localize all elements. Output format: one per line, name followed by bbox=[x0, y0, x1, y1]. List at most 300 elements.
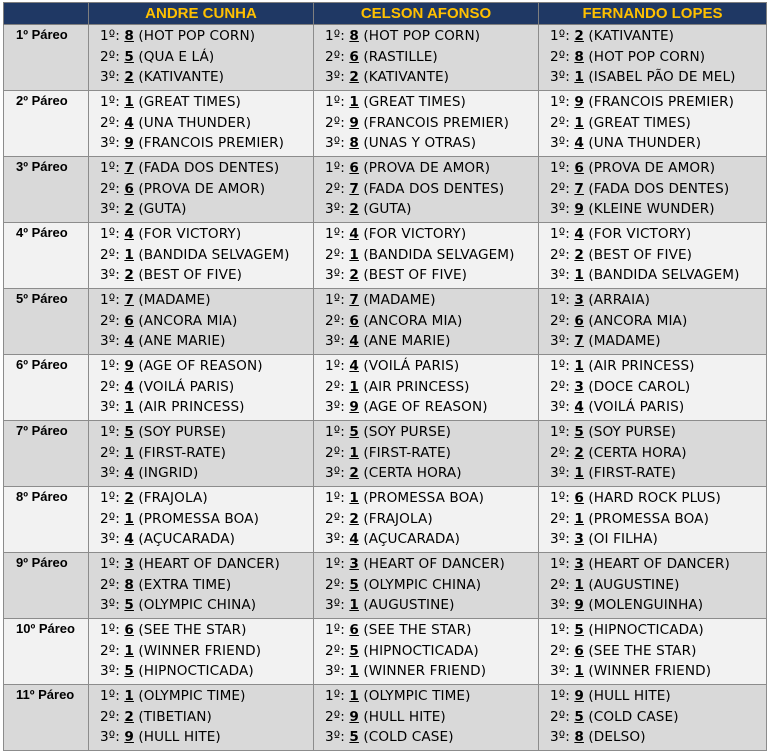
position-label: 1º: bbox=[325, 556, 350, 572]
horse-name: (AÇUCARADA) bbox=[133, 531, 236, 548]
position-label: 3º: bbox=[550, 333, 575, 350]
position-label: 2º: bbox=[550, 642, 575, 659]
horse-name: (MADAME) bbox=[358, 292, 436, 308]
race-label: 3º Páreo bbox=[4, 157, 89, 223]
horse-name: (FIRST-RATE) bbox=[133, 444, 227, 461]
pick-line bbox=[100, 488, 313, 509]
position-label: 1º: bbox=[325, 94, 350, 110]
horse-name: (HULL HITE) bbox=[133, 729, 221, 746]
pick-line bbox=[550, 290, 766, 311]
horse-number: 2 bbox=[124, 267, 134, 284]
horse-name: (FIRST-RATE) bbox=[358, 444, 452, 461]
race-label: 4º Páreo bbox=[4, 223, 89, 289]
pick-line bbox=[550, 26, 766, 47]
position-label: 2º: bbox=[550, 576, 575, 593]
horse-number: 1 bbox=[349, 378, 359, 395]
pick-line bbox=[325, 509, 538, 530]
position-label: 2º: bbox=[550, 510, 575, 527]
horse-name: (ANE MARIE) bbox=[133, 333, 226, 350]
position-label: 1º: bbox=[100, 358, 125, 374]
pick-line bbox=[100, 443, 313, 464]
pick-line bbox=[550, 397, 766, 418]
horse-number: 6 bbox=[349, 312, 359, 329]
picks-fernando-lopes bbox=[539, 25, 767, 91]
horse-name: (HULL HITE) bbox=[583, 688, 671, 704]
horse-number: 6 bbox=[574, 312, 584, 329]
horse-name: (TIBETIAN) bbox=[133, 708, 212, 725]
horse-name: (SOY PURSE) bbox=[358, 424, 452, 440]
picks-andre-cunha bbox=[89, 223, 314, 289]
position-label: 2º: bbox=[100, 312, 125, 329]
position-label: 2º: bbox=[325, 180, 350, 197]
race-row bbox=[4, 223, 767, 289]
pick-line bbox=[325, 686, 538, 707]
race-row bbox=[4, 25, 767, 91]
horse-number: 1 bbox=[124, 246, 134, 263]
horse-number: 3 bbox=[574, 556, 584, 572]
pick-line bbox=[550, 707, 766, 728]
picks-celson-afonso bbox=[314, 619, 539, 685]
position-label: 1º: bbox=[100, 160, 125, 176]
horse-number: 8 bbox=[124, 28, 134, 44]
horse-number: 8 bbox=[349, 28, 359, 44]
position-label: 2º: bbox=[325, 246, 350, 263]
horse-name: (DELSO) bbox=[583, 729, 646, 746]
horse-name: (AÇUCARADA) bbox=[358, 531, 461, 548]
race-row bbox=[4, 157, 767, 223]
position-label: 2º: bbox=[550, 312, 575, 329]
horse-number: 5 bbox=[349, 729, 359, 746]
position-label: 1º: bbox=[550, 226, 575, 242]
position-label: 2º: bbox=[100, 510, 125, 527]
pick-line bbox=[100, 595, 313, 616]
pick-line bbox=[100, 377, 313, 398]
horse-number: 1 bbox=[349, 663, 359, 680]
horse-name: (WINNER FRIEND) bbox=[133, 642, 262, 659]
horse-number: 7 bbox=[124, 292, 134, 308]
position-label: 1º: bbox=[550, 160, 575, 176]
pick-line bbox=[325, 113, 538, 134]
race-label: 9º Páreo bbox=[4, 553, 89, 619]
picks-andre-cunha bbox=[89, 553, 314, 619]
horse-number: 5 bbox=[124, 597, 134, 614]
horse-number: 4 bbox=[349, 358, 359, 374]
position-label: 2º: bbox=[325, 708, 350, 725]
horse-name: (HIPNOCTICADA) bbox=[583, 622, 704, 638]
horse-number: 6 bbox=[124, 622, 134, 638]
horse-number: 2 bbox=[574, 246, 584, 263]
horse-name: (SEE THE STAR) bbox=[133, 622, 247, 638]
horse-number: 5 bbox=[124, 663, 134, 680]
horse-name: (UNA THUNDER) bbox=[583, 135, 702, 152]
pick-line bbox=[550, 224, 766, 245]
pick-line bbox=[100, 575, 313, 596]
position-label: 2º: bbox=[100, 708, 125, 725]
horse-number: 2 bbox=[124, 708, 134, 725]
pick-line bbox=[100, 224, 313, 245]
horse-name: (BANDIDA SELVAGEM) bbox=[358, 246, 515, 263]
header-celson-afonso: CELSON AFONSO bbox=[314, 3, 539, 25]
picks-fernando-lopes bbox=[539, 223, 767, 289]
position-label: 3º: bbox=[100, 69, 125, 86]
pick-line bbox=[325, 443, 538, 464]
position-label: 2º: bbox=[325, 444, 350, 461]
pick-line bbox=[325, 92, 538, 113]
position-label: 2º: bbox=[100, 180, 125, 197]
position-label: 1º: bbox=[550, 94, 575, 110]
picks-fernando-lopes bbox=[539, 487, 767, 553]
pick-line bbox=[550, 92, 766, 113]
pick-line bbox=[550, 443, 766, 464]
pick-line bbox=[100, 290, 313, 311]
picks-celson-afonso bbox=[314, 25, 539, 91]
horse-name: (FRANCOIS PREMIER) bbox=[133, 135, 285, 152]
pick-line bbox=[550, 245, 766, 266]
pick-line bbox=[325, 488, 538, 509]
pick-line bbox=[100, 26, 313, 47]
race-label: 11º Páreo bbox=[4, 685, 89, 751]
horse-number: 3 bbox=[574, 531, 584, 548]
horse-name: (BEST OF FIVE) bbox=[133, 267, 243, 284]
horse-name: (WINNER FRIEND) bbox=[358, 663, 487, 680]
position-label: 1º: bbox=[550, 556, 575, 572]
picks-andre-cunha bbox=[89, 157, 314, 223]
horse-number: 9 bbox=[349, 708, 359, 725]
horse-name: (UNA THUNDER) bbox=[133, 114, 252, 131]
horse-name: (INGRID) bbox=[133, 465, 199, 482]
horse-name: (HOT POP CORN) bbox=[358, 28, 481, 44]
horse-name: (WINNER FRIEND) bbox=[583, 663, 712, 680]
horse-name: (AIR PRINCESS) bbox=[133, 399, 245, 416]
header-fernando-lopes: FERNANDO LOPES bbox=[539, 3, 767, 25]
position-label: 1º: bbox=[550, 622, 575, 638]
picks-celson-afonso bbox=[314, 223, 539, 289]
position-label: 1º: bbox=[100, 226, 125, 242]
position-label: 3º: bbox=[325, 201, 350, 218]
position-label: 3º: bbox=[325, 465, 350, 482]
horse-number: 3 bbox=[124, 556, 134, 572]
horse-name: (SOY PURSE) bbox=[583, 424, 677, 440]
horse-name: (FADA DOS DENTES) bbox=[583, 180, 730, 197]
horse-number: 1 bbox=[349, 94, 359, 110]
horse-number: 4 bbox=[124, 531, 134, 548]
horse-number: 5 bbox=[574, 622, 584, 638]
horse-name: (AIR PRINCESS) bbox=[358, 378, 470, 395]
horse-name: (OLYMPIC CHINA) bbox=[358, 576, 482, 593]
position-label: 3º: bbox=[100, 531, 125, 548]
horse-name: (PROVA DE AMOR) bbox=[133, 180, 266, 197]
race-label: 5º Páreo bbox=[4, 289, 89, 355]
horse-name: (FRAJOLA) bbox=[358, 510, 433, 527]
pick-line bbox=[550, 179, 766, 200]
pick-line bbox=[100, 199, 313, 220]
pick-line bbox=[550, 158, 766, 179]
horse-name: (GUTA) bbox=[133, 201, 187, 218]
position-label: 1º: bbox=[100, 622, 125, 638]
pick-line bbox=[100, 707, 313, 728]
horse-number: 1 bbox=[349, 688, 359, 704]
pick-line bbox=[100, 356, 313, 377]
horse-name: (QUA E LÁ) bbox=[133, 48, 215, 65]
pick-line bbox=[550, 265, 766, 286]
position-label: 1º: bbox=[325, 28, 350, 44]
horse-name: (AIR PRINCESS) bbox=[583, 358, 695, 374]
picks-andre-cunha bbox=[89, 25, 314, 91]
position-label: 3º: bbox=[550, 465, 575, 482]
horse-name: (AUGUSTINE) bbox=[583, 576, 680, 593]
race-row bbox=[4, 487, 767, 553]
pick-line bbox=[325, 290, 538, 311]
horse-name: (KATIVANTE) bbox=[358, 69, 450, 86]
pick-line bbox=[100, 47, 313, 68]
pick-line bbox=[100, 113, 313, 134]
horse-number: 1 bbox=[124, 399, 134, 416]
position-label: 1º: bbox=[550, 292, 575, 308]
horse-name: (COLD CASE) bbox=[358, 729, 454, 746]
horse-number: 1 bbox=[349, 490, 359, 506]
pick-line bbox=[100, 397, 313, 418]
horse-name: (OLYMPIC TIME) bbox=[358, 688, 471, 704]
picks-andre-cunha bbox=[89, 487, 314, 553]
horse-name: (OLYMPIC TIME) bbox=[133, 688, 246, 704]
horse-number: 9 bbox=[574, 94, 584, 110]
horse-name: (MADAME) bbox=[583, 333, 661, 350]
pick-line bbox=[100, 265, 313, 286]
pick-line bbox=[325, 529, 538, 550]
pick-line bbox=[325, 265, 538, 286]
picks-celson-afonso bbox=[314, 487, 539, 553]
pick-line bbox=[100, 133, 313, 154]
horse-number: 5 bbox=[349, 424, 359, 440]
horse-number: 5 bbox=[124, 48, 134, 65]
position-label: 2º: bbox=[325, 48, 350, 65]
pick-line bbox=[325, 707, 538, 728]
horse-name: (VOILÁ PARIS) bbox=[583, 399, 685, 416]
horse-name: (COLD CASE) bbox=[583, 708, 679, 725]
picks-fernando-lopes bbox=[539, 289, 767, 355]
horse-number: 1 bbox=[574, 69, 584, 86]
horse-name: (ANE MARIE) bbox=[358, 333, 451, 350]
horse-name: (SOY PURSE) bbox=[133, 424, 227, 440]
picks-fernando-lopes bbox=[539, 421, 767, 487]
horse-name: (FADA DOS DENTES) bbox=[358, 180, 505, 197]
position-label: 3º: bbox=[550, 399, 575, 416]
horse-number: 1 bbox=[574, 510, 584, 527]
picks-celson-afonso bbox=[314, 553, 539, 619]
horse-number: 1 bbox=[574, 267, 584, 284]
horse-name: (PROMESSA BOA) bbox=[358, 490, 484, 506]
race-row bbox=[4, 553, 767, 619]
race-label: 6º Páreo bbox=[4, 355, 89, 421]
position-label: 2º: bbox=[100, 48, 125, 65]
position-label: 2º: bbox=[325, 312, 350, 329]
pick-line bbox=[550, 47, 766, 68]
position-label: 1º: bbox=[325, 358, 350, 374]
pick-line bbox=[550, 529, 766, 550]
horse-number: 7 bbox=[349, 180, 359, 197]
position-label: 3º: bbox=[325, 729, 350, 746]
position-label: 3º: bbox=[325, 69, 350, 86]
horse-number: 2 bbox=[574, 28, 584, 44]
horse-number: 6 bbox=[574, 490, 584, 506]
horse-name: (EXTRA TIME) bbox=[133, 576, 232, 593]
horse-number: 1 bbox=[124, 688, 134, 704]
horse-number: 1 bbox=[574, 465, 584, 482]
horse-number: 9 bbox=[349, 399, 359, 416]
horse-number: 9 bbox=[574, 201, 584, 218]
pick-line bbox=[325, 554, 538, 575]
pick-line bbox=[325, 133, 538, 154]
pick-line bbox=[325, 463, 538, 484]
horse-number: 2 bbox=[124, 201, 134, 218]
picks-fernando-lopes bbox=[539, 157, 767, 223]
position-label: 1º: bbox=[100, 556, 125, 572]
horse-name: (BANDIDA SELVAGEM) bbox=[133, 246, 290, 263]
horse-name: (KATIVANTE) bbox=[133, 69, 225, 86]
horse-name: (FADA DOS DENTES) bbox=[133, 160, 280, 176]
pick-line bbox=[100, 331, 313, 352]
horse-number: 4 bbox=[124, 465, 134, 482]
picks-celson-afonso bbox=[314, 421, 539, 487]
position-label: 2º: bbox=[100, 114, 125, 131]
horse-number: 7 bbox=[349, 292, 359, 308]
pick-line bbox=[550, 311, 766, 332]
pick-line bbox=[325, 331, 538, 352]
horse-name: (GREAT TIMES) bbox=[133, 94, 241, 110]
horse-number: 1 bbox=[124, 444, 134, 461]
horse-name: (HOT POP CORN) bbox=[133, 28, 256, 44]
position-label: 1º: bbox=[550, 490, 575, 506]
race-row bbox=[4, 685, 767, 751]
horse-name: (ISABEL PÃO DE MEL) bbox=[583, 69, 736, 86]
position-label: 3º: bbox=[325, 333, 350, 350]
horse-number: 6 bbox=[574, 160, 584, 176]
pick-line bbox=[100, 686, 313, 707]
horse-number: 8 bbox=[124, 576, 134, 593]
pick-line bbox=[550, 641, 766, 662]
horse-number: 2 bbox=[349, 201, 359, 218]
pick-line bbox=[550, 661, 766, 682]
pick-line bbox=[550, 554, 766, 575]
pick-line bbox=[325, 47, 538, 68]
pick-line bbox=[550, 422, 766, 443]
pick-line bbox=[550, 509, 766, 530]
horse-name: (CERTA HORA) bbox=[358, 465, 462, 482]
pick-line bbox=[550, 133, 766, 154]
horse-name: (AGE OF REASON) bbox=[358, 399, 488, 416]
horse-number: 4 bbox=[124, 114, 134, 131]
horse-number: 6 bbox=[349, 48, 359, 65]
horse-name: (HEART OF DANCER) bbox=[358, 556, 505, 572]
position-label: 1º: bbox=[325, 622, 350, 638]
horse-name: (HARD ROCK PLUS) bbox=[583, 490, 721, 506]
race-label: 1º Páreo bbox=[4, 25, 89, 91]
horse-name: (KATIVANTE) bbox=[583, 28, 675, 44]
pick-line bbox=[325, 158, 538, 179]
horse-number: 1 bbox=[124, 642, 134, 659]
horse-name: (HEART OF DANCER) bbox=[583, 556, 730, 572]
horse-number: 2 bbox=[349, 69, 359, 86]
pick-line bbox=[325, 620, 538, 641]
horse-name: (ARRAIA) bbox=[583, 292, 650, 308]
horse-number: 3 bbox=[574, 292, 584, 308]
horse-name: (DOCE CAROL) bbox=[583, 378, 691, 395]
picks-andre-cunha bbox=[89, 619, 314, 685]
pick-line bbox=[550, 727, 766, 748]
position-label: 1º: bbox=[325, 424, 350, 440]
pick-line bbox=[550, 575, 766, 596]
race-row bbox=[4, 355, 767, 421]
position-label: 1º: bbox=[100, 424, 125, 440]
race-label: 2º Páreo bbox=[4, 91, 89, 157]
horse-number: 2 bbox=[349, 267, 359, 284]
horse-number: 9 bbox=[349, 114, 359, 131]
position-label: 1º: bbox=[100, 490, 125, 506]
position-label: 3º: bbox=[100, 729, 125, 746]
horse-number: 4 bbox=[574, 226, 584, 242]
horse-name: (FOR VICTORY) bbox=[358, 226, 467, 242]
position-label: 3º: bbox=[100, 399, 125, 416]
pick-line bbox=[550, 113, 766, 134]
position-label: 3º: bbox=[550, 663, 575, 680]
pick-line bbox=[325, 311, 538, 332]
pick-line bbox=[100, 554, 313, 575]
pick-line bbox=[550, 686, 766, 707]
horse-name: (PROVA DE AMOR) bbox=[358, 160, 491, 176]
pick-line bbox=[325, 199, 538, 220]
pick-line bbox=[550, 620, 766, 641]
position-label: 1º: bbox=[100, 28, 125, 44]
pick-line bbox=[550, 67, 766, 88]
position-label: 1º: bbox=[325, 688, 350, 704]
horse-name: (FRANCOIS PREMIER) bbox=[358, 114, 510, 131]
horse-number: 9 bbox=[124, 729, 134, 746]
horse-number: 9 bbox=[124, 358, 134, 374]
pick-line bbox=[550, 595, 766, 616]
horse-number: 5 bbox=[574, 424, 584, 440]
horse-name: (FIRST-RATE) bbox=[583, 465, 677, 482]
horse-number: 1 bbox=[574, 114, 584, 131]
position-label: 3º: bbox=[325, 597, 350, 614]
horse-name: (KLEINE WUNDER) bbox=[583, 201, 715, 218]
pick-line bbox=[325, 575, 538, 596]
pick-line bbox=[325, 179, 538, 200]
horse-number: 1 bbox=[349, 444, 359, 461]
pick-line bbox=[100, 620, 313, 641]
horse-name: (CERTA HORA) bbox=[583, 444, 687, 461]
pick-line bbox=[325, 356, 538, 377]
position-label: 3º: bbox=[325, 663, 350, 680]
horse-number: 1 bbox=[574, 358, 584, 374]
horse-name: (ANCORA MIA) bbox=[583, 312, 688, 329]
position-label: 2º: bbox=[100, 642, 125, 659]
pick-line bbox=[100, 92, 313, 113]
race-row bbox=[4, 619, 767, 685]
position-label: 2º: bbox=[325, 642, 350, 659]
pick-line bbox=[325, 224, 538, 245]
position-label: 2º: bbox=[550, 180, 575, 197]
position-label: 3º: bbox=[550, 135, 575, 152]
pick-line bbox=[100, 529, 313, 550]
horse-name: (RASTILLE) bbox=[358, 48, 438, 65]
horse-name: (HIPNOCTICADA) bbox=[358, 642, 479, 659]
picks-andre-cunha bbox=[89, 289, 314, 355]
horse-name: (PROMESSA BOA) bbox=[133, 510, 259, 527]
picks-fernando-lopes bbox=[539, 619, 767, 685]
picks-andre-cunha bbox=[89, 91, 314, 157]
pick-line bbox=[100, 311, 313, 332]
position-label: 1º: bbox=[100, 688, 125, 704]
